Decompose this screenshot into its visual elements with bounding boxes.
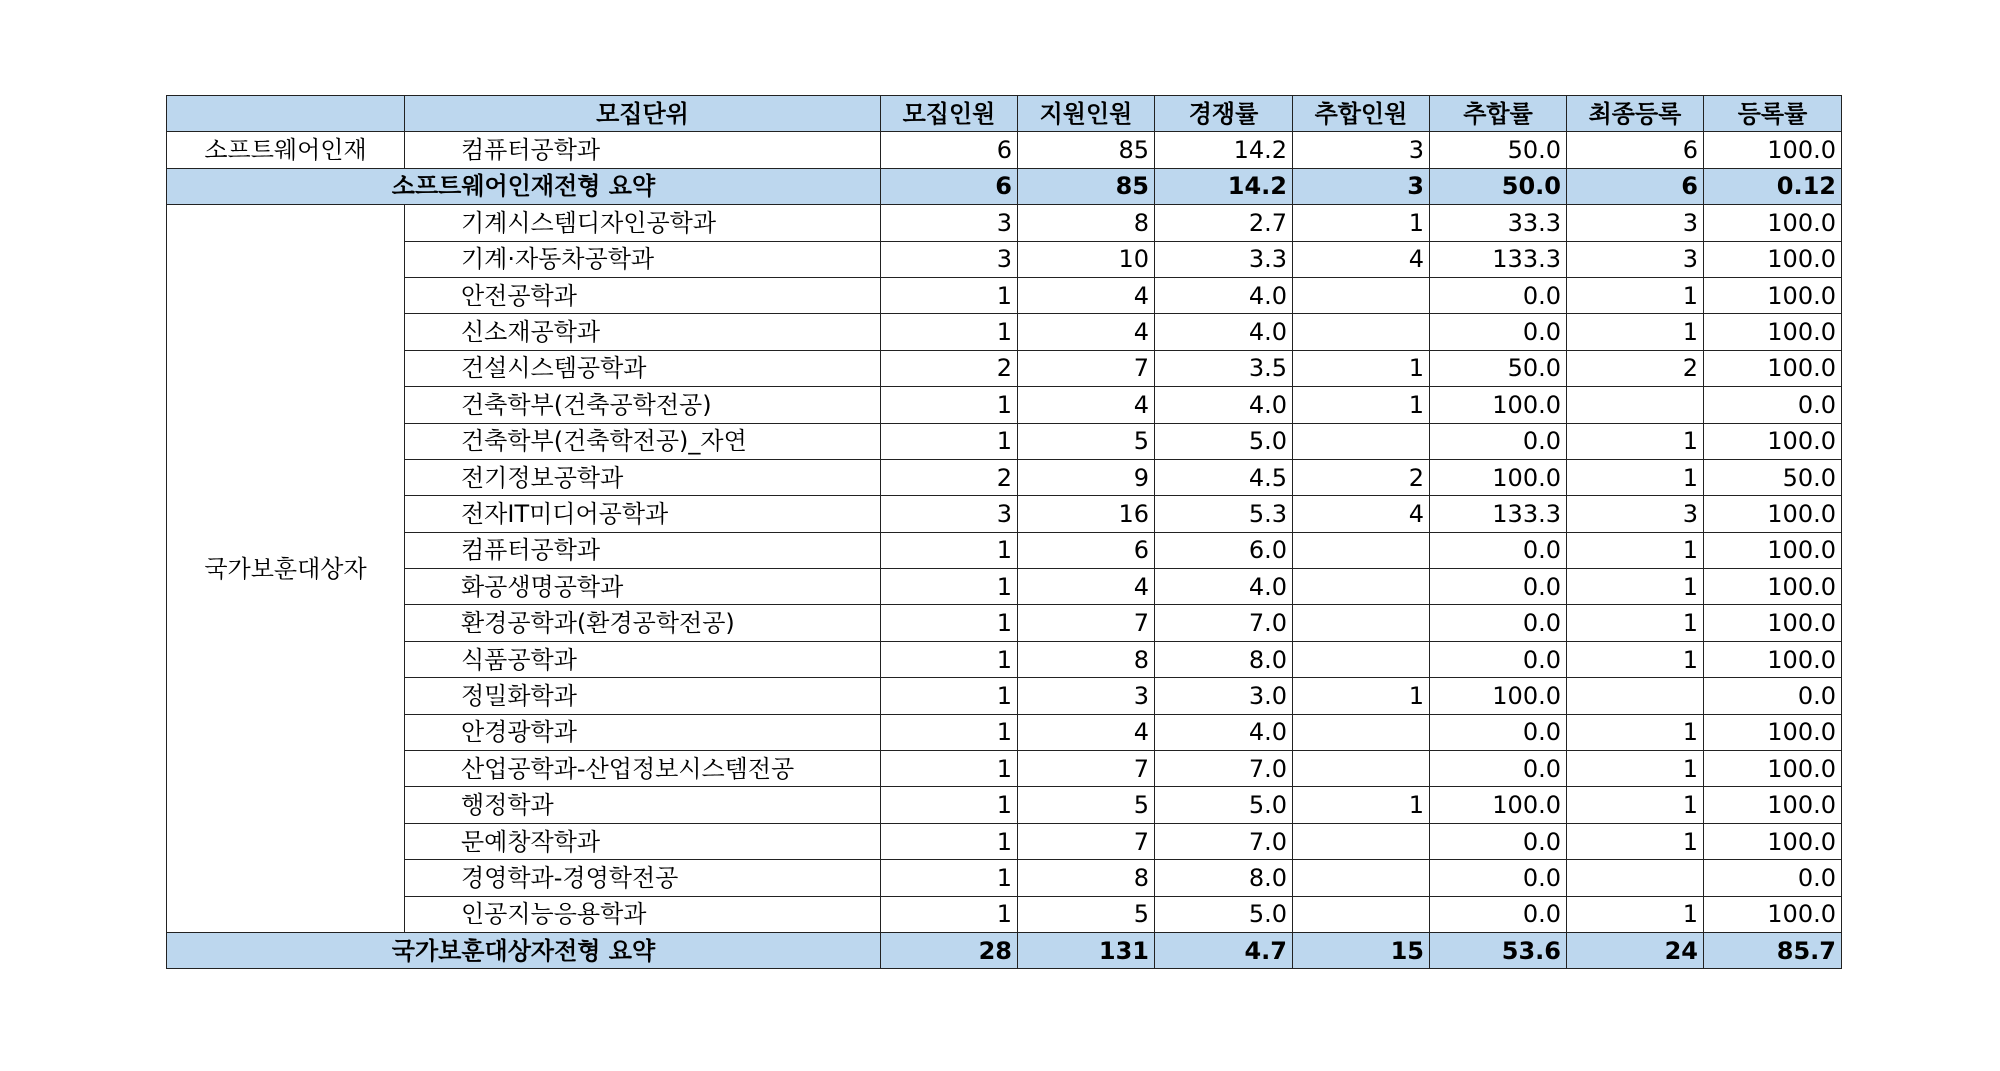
- unit-cell: 전기정보공학과: [405, 459, 881, 495]
- extra-admit-cell: [1293, 605, 1430, 641]
- final-reg-cell: 3: [1567, 241, 1704, 277]
- applicants-cell: 4: [1018, 314, 1155, 350]
- extra-admit-cell: [1293, 532, 1430, 568]
- table-row: [167, 132, 1842, 168]
- applicants-cell: 7: [1018, 751, 1155, 787]
- recruit-cell: 3: [881, 241, 1018, 277]
- extra-admit-cell: [1293, 860, 1430, 896]
- header-extra-admit: 추합인원: [1293, 96, 1430, 132]
- header-unit: 모집단위: [405, 96, 881, 132]
- unit-cell: 건축학부(건축학전공)_자연: [405, 423, 881, 459]
- table-row: [167, 569, 1842, 605]
- unit-cell: 문예창작학과: [405, 823, 881, 859]
- competition-cell: 5.0: [1155, 896, 1293, 932]
- reg-rate-cell: 100.0: [1704, 569, 1842, 605]
- summary-recruit: 6: [881, 168, 1018, 204]
- competition-cell: 4.0: [1155, 277, 1293, 313]
- header-extra-rate: 추합률: [1430, 96, 1567, 132]
- header-recruit: 모집인원: [881, 96, 1018, 132]
- unit-cell: 안전공학과: [405, 277, 881, 313]
- applicants-cell: 5: [1018, 896, 1155, 932]
- recruit-cell: 1: [881, 277, 1018, 313]
- extra-rate-cell: 50.0: [1430, 132, 1567, 168]
- applicants-cell: 3: [1018, 678, 1155, 714]
- table-row: [167, 496, 1842, 532]
- extra-rate-cell: 133.3: [1430, 496, 1567, 532]
- recruit-cell: 1: [881, 896, 1018, 932]
- summary-extra-admit: 15: [1293, 932, 1430, 968]
- recruit-cell: 2: [881, 350, 1018, 386]
- competition-cell: 8.0: [1155, 860, 1293, 896]
- summary-label: 소프트웨어인재전형 요약: [167, 168, 881, 204]
- final-reg-cell: 1: [1567, 751, 1704, 787]
- extra-admit-cell: [1293, 277, 1430, 313]
- recruit-cell: 1: [881, 387, 1018, 423]
- unit-cell: 환경공학과(환경공학전공): [405, 605, 881, 641]
- admissions-table: [166, 95, 1842, 969]
- extra-admit-cell: [1293, 751, 1430, 787]
- extra-rate-cell: 0.0: [1430, 277, 1567, 313]
- applicants-cell: 4: [1018, 714, 1155, 750]
- recruit-cell: 1: [881, 423, 1018, 459]
- competition-cell: 4.0: [1155, 569, 1293, 605]
- recruit-cell: 3: [881, 496, 1018, 532]
- competition-cell: 8.0: [1155, 641, 1293, 677]
- group-cell: 소프트웨어인재: [167, 132, 405, 168]
- final-reg-cell: 3: [1567, 205, 1704, 241]
- table-row: [167, 787, 1842, 823]
- recruit-cell: 1: [881, 860, 1018, 896]
- final-reg-cell: 1: [1567, 787, 1704, 823]
- final-reg-cell: 1: [1567, 896, 1704, 932]
- final-reg-cell: [1567, 860, 1704, 896]
- summary-competition: 4.7: [1155, 932, 1293, 968]
- reg-rate-cell: 100.0: [1704, 132, 1842, 168]
- competition-cell: 7.0: [1155, 605, 1293, 641]
- extra-rate-cell: 0.0: [1430, 532, 1567, 568]
- applicants-cell: 8: [1018, 205, 1155, 241]
- recruit-cell: 1: [881, 605, 1018, 641]
- table-row: [167, 860, 1842, 896]
- recruit-cell: 3: [881, 205, 1018, 241]
- reg-rate-cell: 100.0: [1704, 277, 1842, 313]
- summary-label: 국가보훈대상자전형 요약: [167, 932, 881, 968]
- unit-cell: 화공생명공학과: [405, 569, 881, 605]
- summary-final-reg: 24: [1567, 932, 1704, 968]
- recruit-cell: 1: [881, 751, 1018, 787]
- table-row: [167, 205, 1842, 241]
- extra-admit-cell: 1: [1293, 205, 1430, 241]
- table-row: [167, 423, 1842, 459]
- applicants-cell: 6: [1018, 532, 1155, 568]
- final-reg-cell: 1: [1567, 569, 1704, 605]
- reg-rate-cell: 100.0: [1704, 205, 1842, 241]
- reg-rate-cell: 100.0: [1704, 241, 1842, 277]
- reg-rate-cell: 100.0: [1704, 496, 1842, 532]
- applicants-cell: 7: [1018, 605, 1155, 641]
- unit-cell: 기계·자동차공학과: [405, 241, 881, 277]
- summary-applicants: 85: [1018, 168, 1155, 204]
- applicants-cell: 10: [1018, 241, 1155, 277]
- reg-rate-cell: 100.0: [1704, 314, 1842, 350]
- extra-admit-cell: 1: [1293, 787, 1430, 823]
- final-reg-cell: 1: [1567, 459, 1704, 495]
- extra-admit-cell: [1293, 569, 1430, 605]
- competition-cell: 3.5: [1155, 350, 1293, 386]
- final-reg-cell: 1: [1567, 314, 1704, 350]
- unit-cell: 기계시스템디자인공학과: [405, 205, 881, 241]
- unit-cell: 식품공학과: [405, 641, 881, 677]
- summary-reg-rate: 85.7: [1704, 932, 1842, 968]
- reg-rate-cell: 100.0: [1704, 823, 1842, 859]
- applicants-cell: 4: [1018, 277, 1155, 313]
- reg-rate-cell: 0.0: [1704, 387, 1842, 423]
- header-final-reg: 최종등록: [1567, 96, 1704, 132]
- unit-cell: 인공지능응용학과: [405, 896, 881, 932]
- summary-extra-admit: 3: [1293, 168, 1430, 204]
- final-reg-cell: 1: [1567, 277, 1704, 313]
- applicants-cell: 5: [1018, 787, 1155, 823]
- recruit-cell: 1: [881, 569, 1018, 605]
- header-group: [167, 96, 405, 132]
- competition-cell: 14.2: [1155, 132, 1293, 168]
- reg-rate-cell: 100.0: [1704, 605, 1842, 641]
- unit-cell: 전자IT미디어공학과: [405, 496, 881, 532]
- extra-rate-cell: 0.0: [1430, 605, 1567, 641]
- final-reg-cell: 3: [1567, 496, 1704, 532]
- extra-admit-cell: [1293, 714, 1430, 750]
- summary-recruit: 28: [881, 932, 1018, 968]
- group-cell: 국가보훈대상자: [167, 205, 405, 933]
- applicants-cell: 85: [1018, 132, 1155, 168]
- final-reg-cell: 2: [1567, 350, 1704, 386]
- reg-rate-cell: 100.0: [1704, 896, 1842, 932]
- table-row: [167, 605, 1842, 641]
- competition-cell: 4.0: [1155, 387, 1293, 423]
- extra-admit-cell: 1: [1293, 350, 1430, 386]
- header-competition: 경쟁률: [1155, 96, 1293, 132]
- final-reg-cell: [1567, 678, 1704, 714]
- reg-rate-cell: 100.0: [1704, 787, 1842, 823]
- extra-rate-cell: 133.3: [1430, 241, 1567, 277]
- competition-cell: 4.0: [1155, 314, 1293, 350]
- summary-final-reg: 6: [1567, 168, 1704, 204]
- table-row: [167, 532, 1842, 568]
- competition-cell: 3.3: [1155, 241, 1293, 277]
- extra-admit-cell: 4: [1293, 496, 1430, 532]
- competition-cell: 4.0: [1155, 714, 1293, 750]
- recruit-cell: 1: [881, 823, 1018, 859]
- final-reg-cell: 1: [1567, 714, 1704, 750]
- applicants-cell: 9: [1018, 459, 1155, 495]
- unit-cell: 컴퓨터공학과: [405, 132, 881, 168]
- summary-competition: 14.2: [1155, 168, 1293, 204]
- reg-rate-cell: 100.0: [1704, 641, 1842, 677]
- reg-rate-cell: 100.0: [1704, 350, 1842, 386]
- extra-rate-cell: 0.0: [1430, 860, 1567, 896]
- extra-rate-cell: 100.0: [1430, 459, 1567, 495]
- unit-cell: 안경광학과: [405, 714, 881, 750]
- final-reg-cell: 1: [1567, 823, 1704, 859]
- reg-rate-cell: 100.0: [1704, 714, 1842, 750]
- unit-cell: 신소재공학과: [405, 314, 881, 350]
- extra-admit-cell: 3: [1293, 132, 1430, 168]
- competition-cell: 6.0: [1155, 532, 1293, 568]
- final-reg-cell: 1: [1567, 605, 1704, 641]
- extra-rate-cell: 100.0: [1430, 678, 1567, 714]
- competition-cell: 4.5: [1155, 459, 1293, 495]
- unit-cell: 건축학부(건축공학전공): [405, 387, 881, 423]
- applicants-cell: 16: [1018, 496, 1155, 532]
- extra-rate-cell: 0.0: [1430, 751, 1567, 787]
- reg-rate-cell: 0.0: [1704, 678, 1842, 714]
- table-row: [167, 751, 1842, 787]
- summary-row: [167, 932, 1842, 968]
- reg-rate-cell: 100.0: [1704, 532, 1842, 568]
- unit-cell: 정밀화학과: [405, 678, 881, 714]
- summary-extra-rate: 50.0: [1430, 168, 1567, 204]
- table-row: [167, 387, 1842, 423]
- applicants-cell: 4: [1018, 569, 1155, 605]
- header-reg-rate: 등록률: [1704, 96, 1842, 132]
- extra-rate-cell: 0.0: [1430, 569, 1567, 605]
- unit-cell: 경영학과-경영학전공: [405, 860, 881, 896]
- final-reg-cell: 1: [1567, 532, 1704, 568]
- summary-row: [167, 168, 1842, 204]
- recruit-cell: 2: [881, 459, 1018, 495]
- final-reg-cell: 1: [1567, 423, 1704, 459]
- recruit-cell: 1: [881, 787, 1018, 823]
- competition-cell: 5.0: [1155, 423, 1293, 459]
- competition-cell: 2.7: [1155, 205, 1293, 241]
- extra-rate-cell: 50.0: [1430, 350, 1567, 386]
- extra-rate-cell: 0.0: [1430, 823, 1567, 859]
- recruit-cell: 1: [881, 678, 1018, 714]
- reg-rate-cell: 100.0: [1704, 423, 1842, 459]
- reg-rate-cell: 100.0: [1704, 751, 1842, 787]
- table-row: [167, 896, 1842, 932]
- recruit-cell: 1: [881, 714, 1018, 750]
- summary-reg-rate: 0.12: [1704, 168, 1842, 204]
- final-reg-cell: 6: [1567, 132, 1704, 168]
- summary-extra-rate: 53.6: [1430, 932, 1567, 968]
- extra-admit-cell: [1293, 314, 1430, 350]
- unit-cell: 산업공학과-산업정보시스템전공: [405, 751, 881, 787]
- extra-rate-cell: 0.0: [1430, 714, 1567, 750]
- extra-admit-cell: 1: [1293, 387, 1430, 423]
- unit-cell: 건설시스템공학과: [405, 350, 881, 386]
- extra-admit-cell: [1293, 896, 1430, 932]
- applicants-cell: 8: [1018, 860, 1155, 896]
- extra-rate-cell: 100.0: [1430, 787, 1567, 823]
- applicants-cell: 4: [1018, 387, 1155, 423]
- competition-cell: 3.0: [1155, 678, 1293, 714]
- extra-rate-cell: 0.0: [1430, 423, 1567, 459]
- applicants-cell: 5: [1018, 423, 1155, 459]
- table-row: [167, 350, 1842, 386]
- reg-rate-cell: 0.0: [1704, 860, 1842, 896]
- table-row: [167, 459, 1842, 495]
- summary-applicants: 131: [1018, 932, 1155, 968]
- competition-cell: 7.0: [1155, 823, 1293, 859]
- unit-cell: 행정학과: [405, 787, 881, 823]
- recruit-cell: 6: [881, 132, 1018, 168]
- competition-cell: 7.0: [1155, 751, 1293, 787]
- header-applicants: 지원인원: [1018, 96, 1155, 132]
- unit-cell: 컴퓨터공학과: [405, 532, 881, 568]
- applicants-cell: 7: [1018, 350, 1155, 386]
- final-reg-cell: [1567, 387, 1704, 423]
- table-row: [167, 714, 1842, 750]
- extra-rate-cell: 0.0: [1430, 314, 1567, 350]
- table-row: [167, 641, 1842, 677]
- competition-cell: 5.3: [1155, 496, 1293, 532]
- extra-rate-cell: 33.3: [1430, 205, 1567, 241]
- table-row: [167, 277, 1842, 313]
- extra-admit-cell: 1: [1293, 678, 1430, 714]
- header-row: [167, 96, 1842, 132]
- extra-rate-cell: 100.0: [1430, 387, 1567, 423]
- table-row: [167, 314, 1842, 350]
- applicants-cell: 7: [1018, 823, 1155, 859]
- extra-admit-cell: [1293, 641, 1430, 677]
- recruit-cell: 1: [881, 532, 1018, 568]
- extra-rate-cell: 0.0: [1430, 641, 1567, 677]
- extra-admit-cell: [1293, 423, 1430, 459]
- recruit-cell: 1: [881, 641, 1018, 677]
- final-reg-cell: 1: [1567, 641, 1704, 677]
- table-row: [167, 823, 1842, 859]
- competition-cell: 5.0: [1155, 787, 1293, 823]
- recruit-cell: 1: [881, 314, 1018, 350]
- table-row: [167, 678, 1842, 714]
- extra-rate-cell: 0.0: [1430, 896, 1567, 932]
- applicants-cell: 8: [1018, 641, 1155, 677]
- reg-rate-cell: 50.0: [1704, 459, 1842, 495]
- table-row: [167, 241, 1842, 277]
- extra-admit-cell: 4: [1293, 241, 1430, 277]
- extra-admit-cell: [1293, 823, 1430, 859]
- extra-admit-cell: 2: [1293, 459, 1430, 495]
